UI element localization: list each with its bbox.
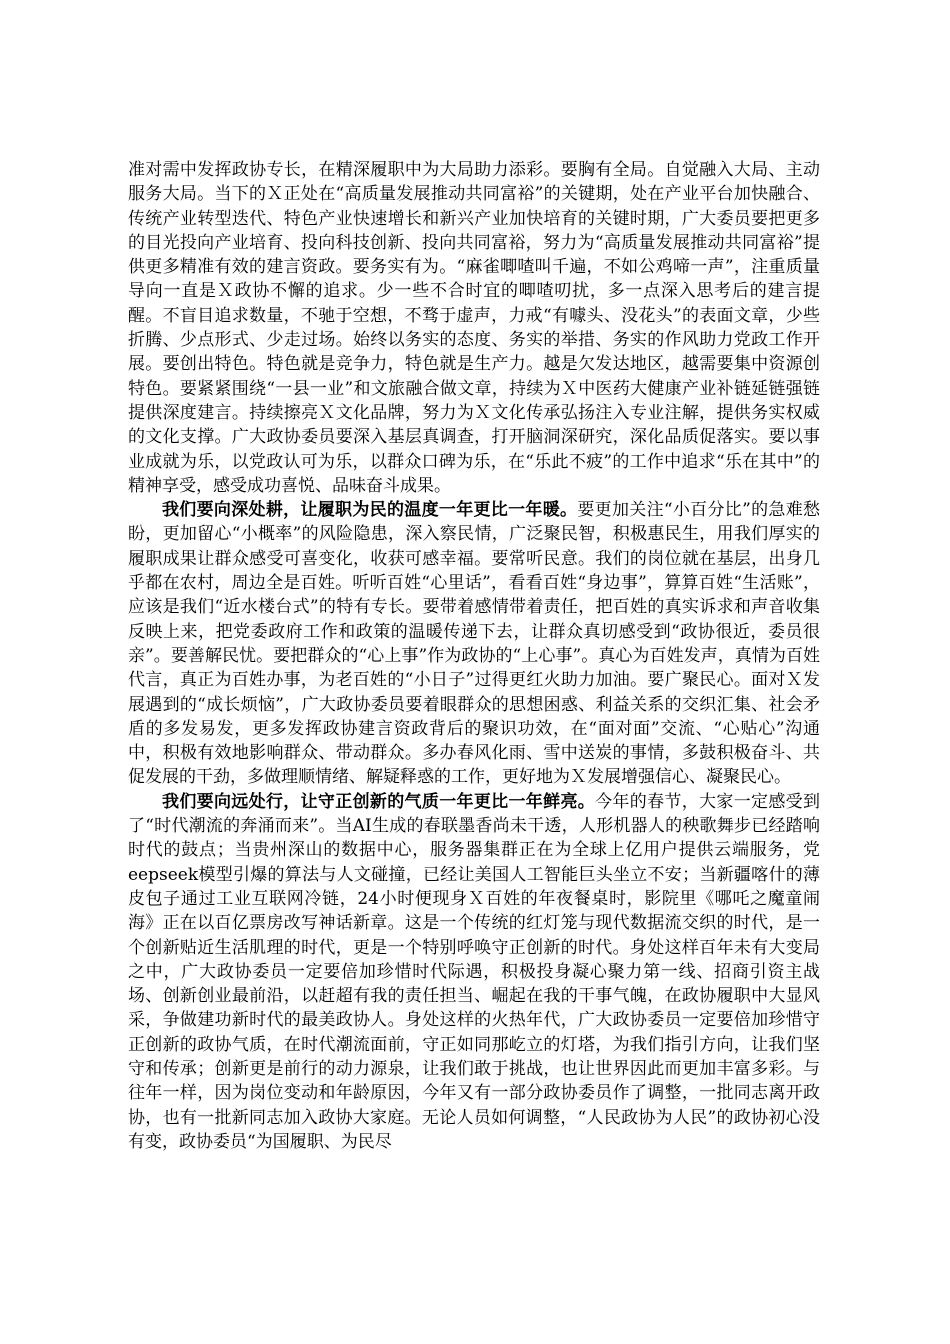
document-body xyxy=(128,158,820,1154)
paragraph-1-text: 准对需中发挥政协专长，在精深履职中为大局助力添彩。要胸有全局。自觉融入大局、主动服务大局。当下的Ｘ正处在“高质量发展推动共同富裕”的关键期，处在产业平台加快融合、传统产业转型迭代、特色产业快速增长和新兴产业加快培育的关键时期，广大委员要把更多的目光投向产业培育、投向科技创新、投向共同富裕，努力为“高质量发展推动共同富裕”提供更多精准有效的建言资政。要务实有为。“麻雀唧喳叫千遍，不如公鸡啼一声”，注重质量导向一直是Ｘ政协不懈的追求。少一些不合时宜的唧喳叨扰，多一点深入思考后的建言提醒。不盲目追求数量，不驰于空想，不骛于虚声，力戒“有噱头、没花头”的表面文章，少些折腾、少点形式、少走过场。始终以务实的态度、务实的举措、务实的作风助力党政工作开展。要创出特色。特色就是竞争力，特色就是生产力。越是欠发达地区，越需要集中资源创特色。要紧紧围绕“一县一业”和文旅融合做文章，持续为Ｘ中医药大健康产业补链延链强链提供深度建言。持续擦亮Ｘ文化品牌，努力为Ｘ文化传承弘扬注入专业注解，提供务实权威的文化支撑。广大政协委员要深入基层真调查，打开脑洞深研究，深化品质促落实。要以事业成就为乐，以党政认可为乐，以群众口碑为乐，在“乐此不疲”的工作中追求“乐在其中”的精神享受，感受成功喜悦、品味奋斗成果。 xyxy=(128,160,820,496)
paragraph-2 xyxy=(128,498,820,790)
paragraph-3-lead: 我们要向远处行，让守正创新的气质一年更比一年鲜亮。 xyxy=(162,791,596,812)
paragraph-1 xyxy=(128,158,820,498)
paragraph-2-lead: 我们要向深处耕，让履职为民的温度一年更比一年暖。 xyxy=(162,500,578,521)
paragraph-3 xyxy=(128,790,820,1154)
paragraph-3-text: 今年的春节，大家一定感受到了“时代潮流的奔涌而来”。当AI生成的春联墨香尚未干透，人形机器人的秧歌舞步已经踏响时代的鼓点；当贵州深山的数据中心，服务器集群正在为全球上亿用户提供云端服务，党eepseek模型引爆的算法与人文碰撞，已经让美国人工智能巨头坐立不安；当新疆喀什的薄皮包子通过工业互联网冷链，24小时便现身Ｘ百姓的年夜餐桌时，影院里《哪吒之魔童闹海》正在以百亿票房改写神话新章。这是一个传统的红灯笼与现代数据流交织的时代，是一个创新贴近生活肌理的时代，更是一个特别呼唤守正创新的时代。身处这样百年未有大变局之中，广大政协委员一定要倍加珍惜时代际遇，积极投身凝心聚力第一线、招商引资主战场、创新创业最前沿，以赶超有我的责任担当、崛起在我的干事气魄，在政协履职中大显风采，争做建功新时代的最美政协人。身处这样的火热年代，广大政协委员一定要倍加珍惜守正创新的政协气质，在时代潮流面前，守正如同那屹立的灯塔，为我们指引方向，让我们坚守和传承；创新更是前行的动力源泉，让我们敢于挑战，也让世界因此而更加丰富多彩。与往年一样，因为岗位变动和年龄原因，今年又有一部分政协委员作了调整，一批同志离开政协，也有一批新同志加入政协大家庭。无论人员如何调整，“人民政协为人民”的政协初心没有变，政协委员“为国履职、为民尽 xyxy=(128,791,821,1152)
paragraph-2-text: 要更加关注“小百分比”的急难愁盼，更加留心“小概率”的风险隐患，深入察民情，广泛聚民智，积极惠民生，用我们厚实的履职成果让群众感受可喜变化，收获可感幸福。要常听民意。我们的岗位就在基层，出身几乎都在农村，周边全是百姓。听听百姓“心里话”，看看百姓“身边事”，算算百姓“生活账”，应该是我们“近水楼台式”的特有专长。要带着感情带着责任，把百姓的真实诉求和声音收集反映上来，把党委政府工作和政策的温暖传递下去，让群众真切感受到“政协很近，委员很亲”。要善解民忧。要把群众的“心上事”作为政协的“上心事”。真心为百姓发声，真情为百姓代言，真正为百姓办事，为老百姓的“小日子”过得更红火助力加油。要广聚民心。面对Ｘ发展遇到的“成长烦恼”，广大政协委员要着眼群众的思想困惑、利益关系的交织汇集、社会矛盾的多发易发，更多发挥政协建言资政背后的聚识功效，在“面对面”交流、“心贴心”沟通中，积极有效地影响群众、带动群众。多办春风化雨、雪中送炭的事情，多鼓积极奋斗、共促发展的干劲，多做理顺情绪、解疑释惑的工作，更好地为Ｘ发展增强信心、凝聚民心。 xyxy=(128,500,821,788)
